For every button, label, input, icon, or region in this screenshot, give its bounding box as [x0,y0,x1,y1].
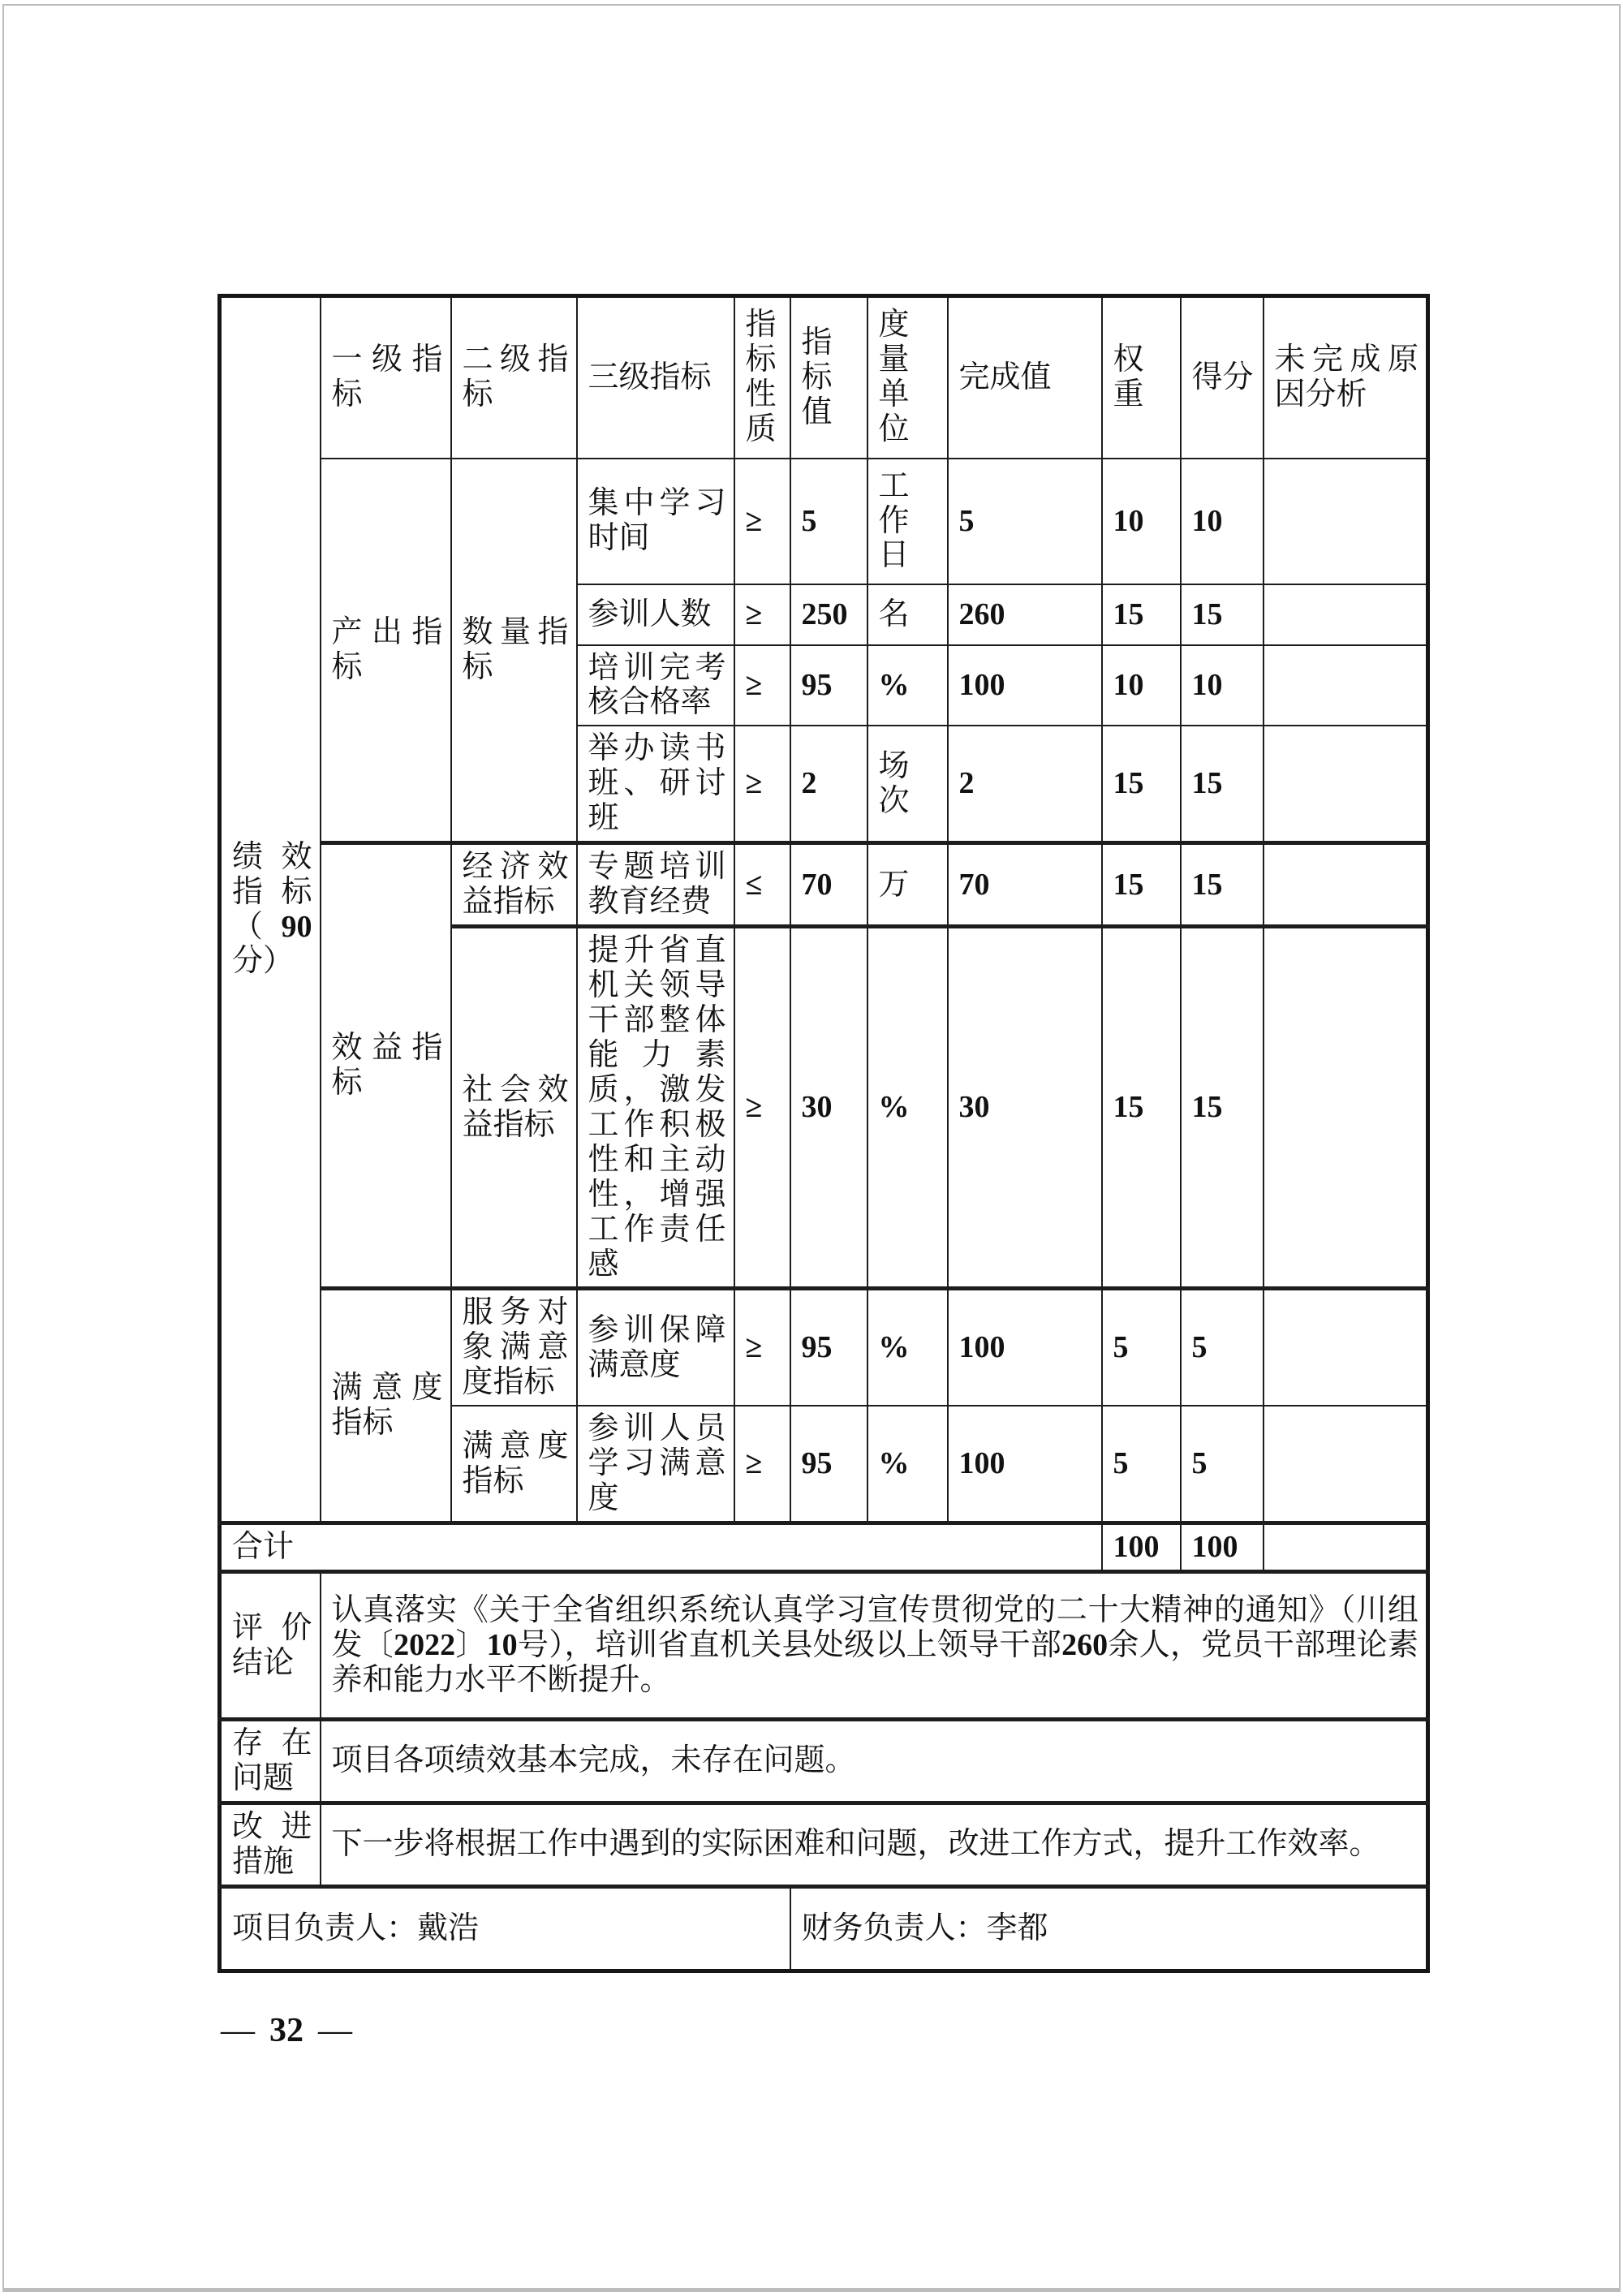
target-cell: 5 [790,459,867,584]
level3-cell: 举办读书班、研讨班 [577,726,734,842]
level3-cell: 专题培训教育经费 [577,843,734,927]
unit-cell: % [867,645,948,726]
score-cell: 15 [1181,584,1264,645]
actual-cell: 5 [948,459,1102,584]
conclusion-text-part: 余人，党员干部理论素养和能力水平不断提升。 [331,1628,1419,1697]
target-cell: 95 [790,1406,867,1523]
indicator-row [220,843,1428,927]
reason-cell [1264,645,1428,726]
conclusion-label-cell: 评价结论 [220,1572,321,1720]
level3-cell: 参训保障满意度 [577,1289,734,1406]
weight-cell: 15 [1102,584,1181,645]
unit-cell: 万 [867,843,948,927]
header-weight: 权重 [1102,296,1181,459]
signatures-row [220,1886,1428,1971]
level3-cell: 参训人员学习满意度 [577,1406,734,1523]
level1-cell-benefit: 效益指标 [321,843,451,1289]
reason-cell [1264,1289,1428,1406]
problems-text-cell: 项目各项绩效基本完成，未存在问题。 [321,1720,1428,1803]
weight-cell: 15 [1102,726,1181,842]
level3-cell: 集中学习时间 [577,459,734,584]
header-actual: 完成值 [948,296,1102,459]
conclusion-doc-number: 10 [486,1628,518,1663]
header-level3: 三级指标 [577,296,734,459]
score-cell: 5 [1181,1289,1264,1406]
target-cell: 70 [790,843,867,927]
target-cell: 30 [790,927,867,1289]
level2-cell-economic: 经济效益指标 [451,843,577,927]
actual-cell: 2 [948,726,1102,842]
total-label-cell: 合计 [220,1523,1102,1572]
level1-cell-satisfaction: 满意度指标 [321,1289,451,1523]
page-number-dash-left: — [221,2012,255,2049]
nature-cell: ≥ [734,1406,790,1523]
score-cell: 15 [1181,927,1264,1289]
level2-cell-service: 服务对象满意度指标 [451,1289,577,1406]
conclusion-text-cell [321,1572,1428,1720]
weight-cell: 15 [1102,843,1181,927]
weight-cell: 15 [1102,927,1181,1289]
weight-cell: 10 [1102,645,1181,726]
weight-cell: 10 [1102,459,1181,584]
indicator-row [220,1289,1428,1406]
group-label-prefix: 绩效指标（ [232,839,312,944]
reason-cell [1264,726,1428,842]
nature-cell: ≤ [734,843,790,927]
actual-cell: 100 [948,1289,1102,1406]
problems-label-cell: 存在问题 [220,1720,321,1803]
unit-cell: 名 [867,584,948,645]
group-label-suffix: 分） [232,944,295,979]
actual-cell: 100 [948,645,1102,726]
unit-cell: % [867,1289,948,1406]
level3-cell: 提升省直机关领导干部整体能力素质，激发工作积极性和主动性，增强工作责任感 [577,927,734,1289]
target-cell: 2 [790,726,867,842]
nature-cell: ≥ [734,584,790,645]
conclusion-year: 2022 [394,1628,456,1663]
improvements-row [220,1803,1428,1886]
total-score-cell: 100 [1181,1523,1264,1572]
performance-indicator-table [217,294,1430,1973]
weight-cell: 5 [1102,1289,1181,1406]
unit-cell: % [867,1406,948,1523]
score-cell: 10 [1181,645,1264,726]
nature-cell: ≥ [734,927,790,1289]
level2-cell-satisfaction: 满意度指标 [451,1406,577,1523]
score-cell: 10 [1181,459,1264,584]
level3-cell: 培训完考核合格率 [577,645,734,726]
actual-cell: 30 [948,927,1102,1289]
total-weight-cell: 100 [1102,1523,1181,1572]
indicator-row [220,459,1428,584]
nature-cell: ≥ [734,726,790,842]
conclusion-text-part: 认真落实《关于全省组织系统认真学习宣传贯彻党的二十大精神的通知》（川组发〔 [331,1593,1419,1663]
header-target: 指标值 [790,296,867,459]
header-score: 得分 [1181,296,1264,459]
reason-cell [1264,584,1428,645]
level2-cell-social: 社会效益指标 [451,927,577,1289]
group-label-cell [220,296,321,1523]
score-cell: 15 [1181,843,1264,927]
total-row [220,1523,1428,1572]
conclusion-text-part: 〕 [455,1628,487,1663]
actual-cell: 260 [948,584,1102,645]
problems-row [220,1720,1428,1803]
unit-cell: 场次 [867,726,948,842]
nature-cell: ≥ [734,645,790,726]
page-number-value: 32 [269,2012,304,2049]
conclusion-row [220,1572,1428,1720]
header-unit: 度量单位 [867,296,948,459]
level3-cell: 参训人数 [577,584,734,645]
score-cell: 5 [1181,1406,1264,1523]
table-header-row [220,296,1428,459]
weight-cell: 5 [1102,1406,1181,1523]
target-cell: 95 [790,1289,867,1406]
reason-cell [1264,1523,1428,1572]
header-reason: 未完成原因分析 [1264,296,1428,459]
reason-cell [1264,927,1428,1289]
target-cell: 250 [790,584,867,645]
reason-cell [1264,1406,1428,1523]
nature-cell: ≥ [734,459,790,584]
finance-lead-signature: 财务负责人：李都 [790,1886,1428,1971]
improvements-label-cell: 改进措施 [220,1803,321,1886]
page-number-dash-right: — [318,2012,352,2049]
improvements-text-cell: 下一步将根据工作中遇到的实际困难和问题，改进工作方式，提升工作效率。 [321,1803,1428,1886]
group-label-score: 90 [281,909,312,944]
header-level1: 一级指标 [321,296,451,459]
unit-cell: % [867,927,948,1289]
header-nature: 指标性质 [734,296,790,459]
reason-cell [1264,459,1428,584]
nature-cell: ≥ [734,1289,790,1406]
header-level2: 二级指标 [451,296,577,459]
level1-cell-output: 产出指标 [321,459,451,843]
project-lead-signature: 项目负责人：戴浩 [220,1886,790,1971]
actual-cell: 70 [948,843,1102,927]
actual-cell: 100 [948,1406,1102,1523]
conclusion-text-part: 号），培训省直机关县处级以上领导干部 [517,1628,1062,1663]
score-cell: 15 [1181,726,1264,842]
page-number [221,2011,352,2050]
reason-cell [1264,843,1428,927]
target-cell: 95 [790,645,867,726]
unit-cell: 工作日 [867,459,948,584]
conclusion-trainee-count: 260 [1061,1628,1109,1663]
level2-cell-quantity: 数量指标 [451,459,577,843]
